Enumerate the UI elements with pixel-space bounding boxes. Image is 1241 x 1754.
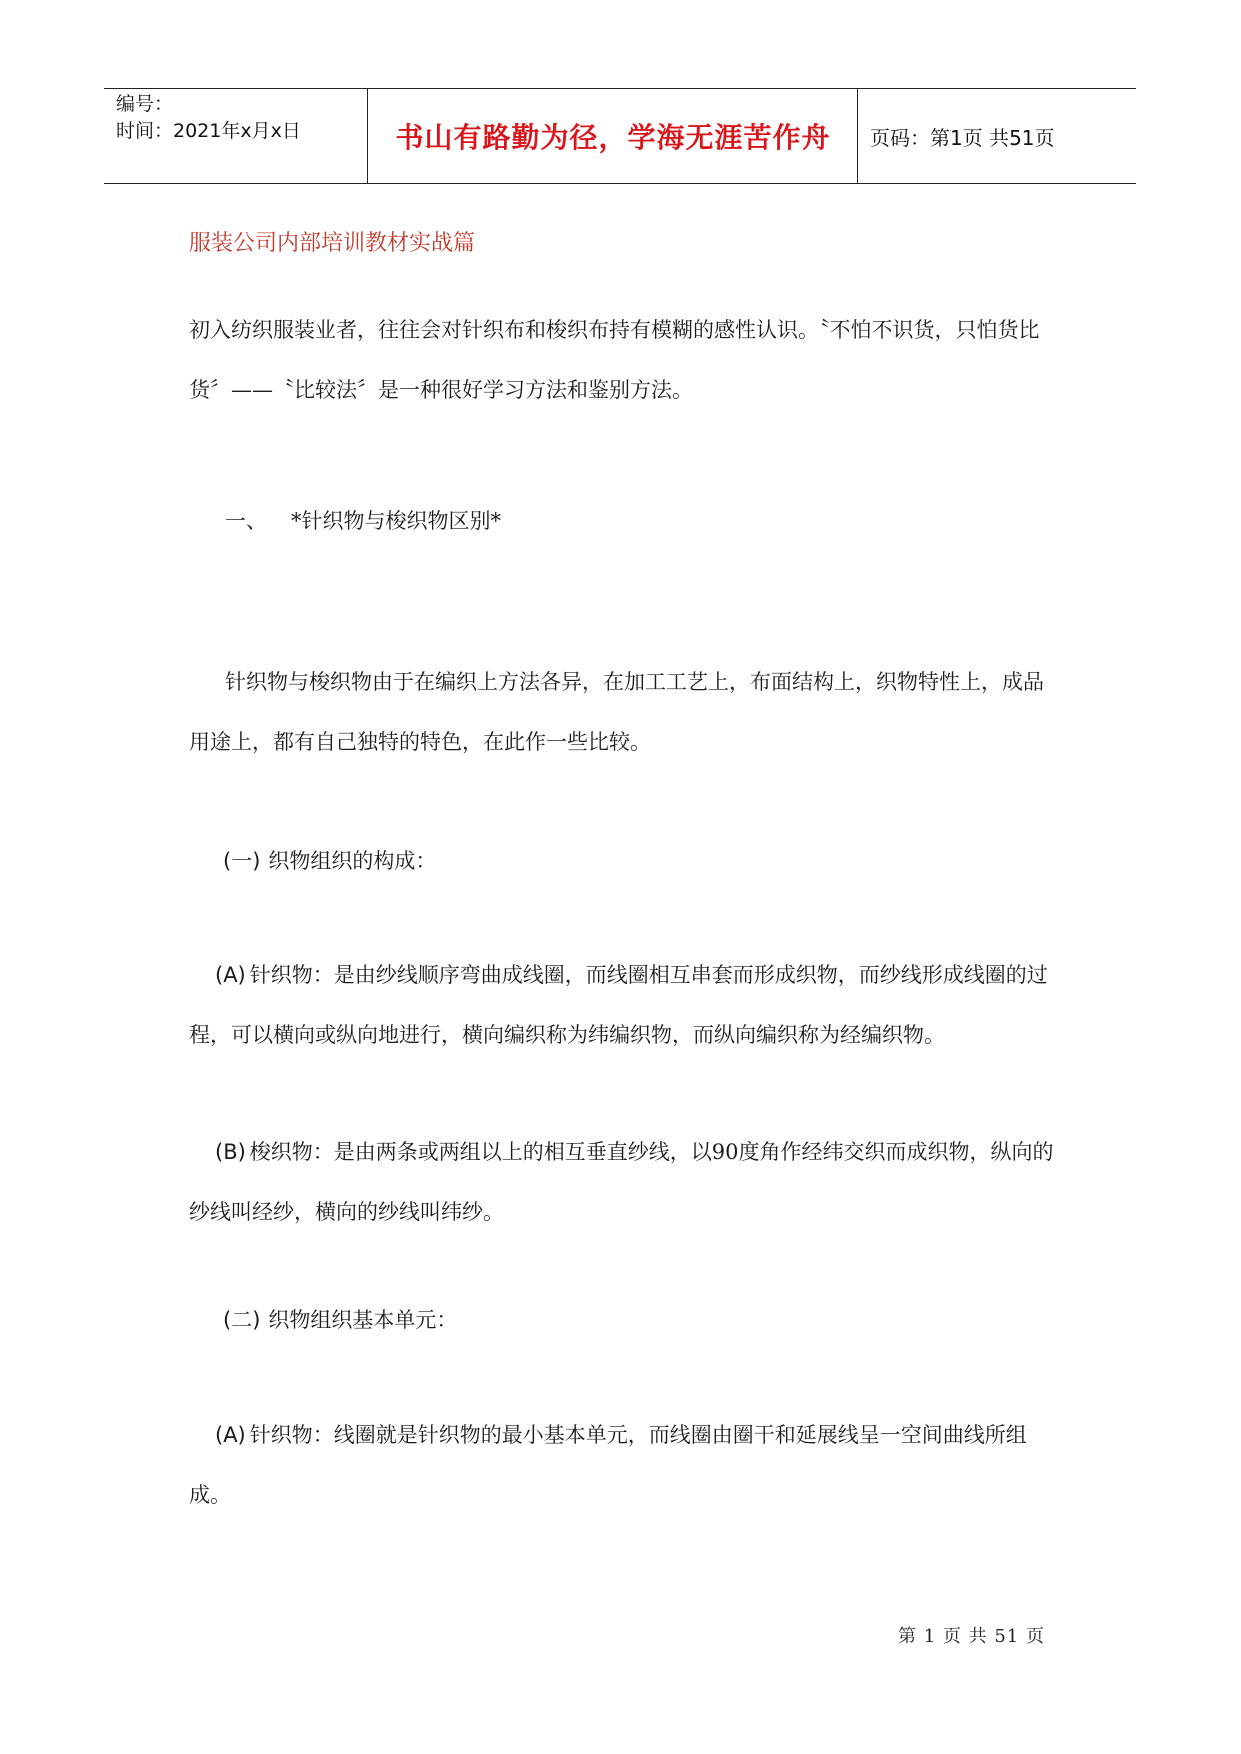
item-tag: (A) bbox=[215, 1423, 246, 1447]
time-label: 时间：2021年x月x日 bbox=[116, 120, 301, 142]
subsection-number: (一) bbox=[223, 849, 261, 873]
item-label: 针织物 bbox=[249, 963, 313, 987]
section-number: 一、 bbox=[225, 509, 267, 533]
list-item-knitted-structure bbox=[189, 945, 1059, 1065]
subsection-title: 织物组织基本单元： bbox=[268, 1308, 458, 1332]
item-text: ：线圈就是针织物的最小基本单元，而线圈由圈干和延展线呈一空间曲线所组成。 bbox=[189, 1423, 1027, 1507]
comparison-paragraph: 针织物与梭织物由于在编织上方法各异，在加工工艺上，布面结构上，织物特性上，成品用途上，都有自己独特的特色，在此作一些比较。 bbox=[189, 670, 1044, 754]
item-tag: (B) bbox=[215, 1140, 246, 1164]
section-title: *针织物与梭织物区别* bbox=[291, 509, 501, 533]
item-text: ：是由纱线顺序弯曲成线圈，而线圈相互串套而形成织物，而纱线形成线圈的过程，可以横向或纵向地进行，横向编织称为纬编织物，而纵向编织称为经编织物。 bbox=[189, 963, 1048, 1047]
header-divider-left bbox=[367, 89, 368, 183]
serial-label: 编号： bbox=[116, 93, 174, 115]
item-label: 梭织物 bbox=[249, 1140, 313, 1164]
subsection-heading-2 bbox=[223, 1304, 457, 1334]
subsection-title: 织物组织的构成： bbox=[268, 849, 437, 873]
header-meta bbox=[116, 91, 301, 145]
header-page-info: 页码：第1页 共51页 bbox=[870, 125, 1055, 150]
section-heading-1 bbox=[225, 505, 501, 535]
item-text: ：是由两条或两组以上的相互垂直纱线，以90度角作经纬交织而成织物，纵向的纱线叫经纱，横向的纱线叫纬纱。 bbox=[189, 1140, 1054, 1224]
item-tag: (A) bbox=[215, 963, 246, 987]
item-label: 针织物 bbox=[249, 1423, 313, 1447]
list-item-woven-structure bbox=[189, 1122, 1059, 1242]
header-divider-right bbox=[857, 89, 858, 183]
intro-paragraph: 初入纺织服装业者，往往会对针织布和梭织布持有模糊的感性认识。〝不怕不识货，只怕货比货〞——〝比较法〞是一种很好学习方法和鉴别方法。 bbox=[189, 318, 1040, 402]
page-footer: 第 1 页 共 51 页 bbox=[898, 1626, 1045, 1647]
header-motto: 书山有路勤为径，学海无涯苦作舟 bbox=[395, 121, 831, 154]
subsection-heading-1 bbox=[223, 845, 436, 875]
list-item-knitted-unit bbox=[189, 1405, 1059, 1525]
page-header bbox=[104, 88, 1136, 184]
document-title: 服装公司内部培训教材实战篇 bbox=[189, 231, 476, 256]
subsection-number: (二) bbox=[223, 1308, 261, 1332]
